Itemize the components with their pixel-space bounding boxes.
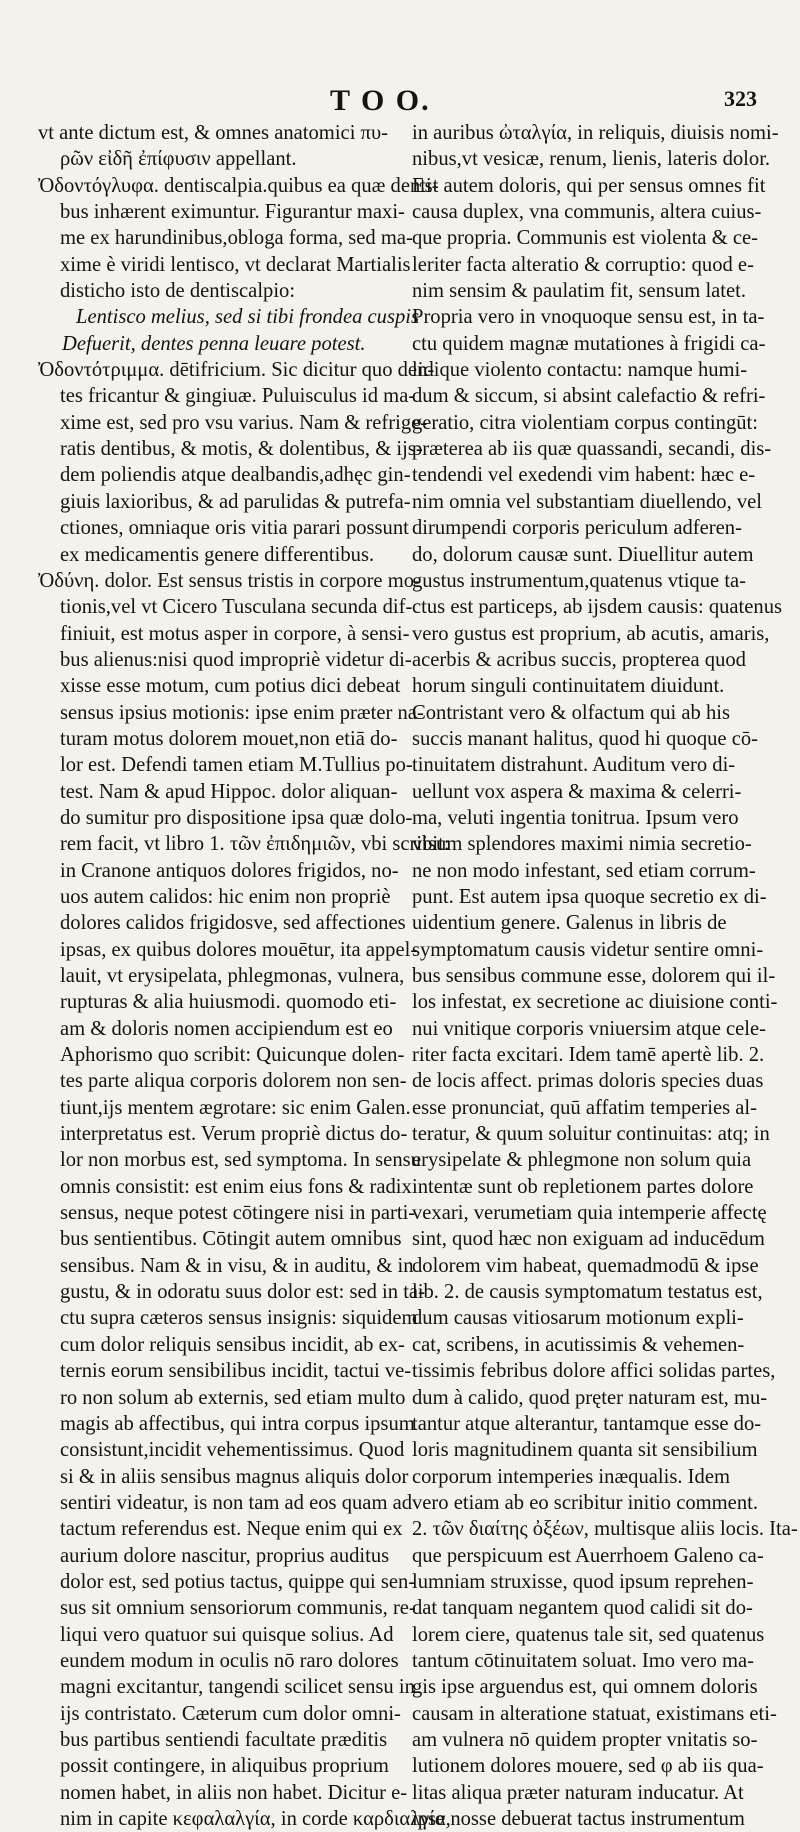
text-line: do sumitur pro dispositione ipsa quæ dolo- xyxy=(60,806,413,829)
text-line: tes fricantur & gingiuæ. Puluisculus id ma- xyxy=(60,385,416,408)
text-line: Contristant vero & olfactum qui ab his xyxy=(412,701,731,724)
text-line: teratur, & quum soluitur continuitas: atq; in xyxy=(412,1123,770,1146)
text-line: causam in alteratione statuat, existimans eti- xyxy=(412,1702,777,1725)
text-line: lidique violento contactu: namque humi- xyxy=(412,359,748,382)
text-line: dem poliendis atque dealbandis,adhęc gin- xyxy=(60,464,411,487)
text-line: lutionem dolores mouere, sed φ ab iis qua- xyxy=(412,1755,764,1778)
text-line: in Cranone antiquos dolores frigidos, no- xyxy=(60,859,399,882)
text-line: ipsas, ex quibus dolores mouētur, ita appel- xyxy=(60,938,418,961)
text-line: visum splendores maximi nimia secretio- xyxy=(412,833,752,856)
text-line: ro non solum ab externis, sed etiam multo xyxy=(60,1386,406,1409)
page-header xyxy=(0,84,800,118)
text-line: ctu supra cæteros sensus insignis: siquidem xyxy=(60,1307,418,1330)
text-line: ma, veluti ingentia tonitrua. Ipsum vero xyxy=(412,806,739,829)
text-line: intentæ sunt ob repletionem partes dolore xyxy=(412,1175,754,1198)
text-line: uidentium genere. Galenus in libris de xyxy=(412,912,727,935)
text-line: dolor est, sed potius tactus, quippe qui sen- xyxy=(60,1570,416,1593)
text-line: nim sensim & paulatim fit, sensum latet. xyxy=(412,280,747,303)
text-line: interpretatus est. Verum propriè dictus do- xyxy=(60,1123,408,1146)
text-line: rupturas & alia huiusmodi. quomodo eti- xyxy=(60,991,397,1014)
text-line: vero gustus est proprium, ab acutis, amaris, xyxy=(412,622,770,645)
text-line: disticho isto de dentiscalpio: xyxy=(60,280,296,303)
text-line: los infestat, ex secretione ac diuisione conti- xyxy=(412,991,778,1014)
text-line: punt. Est autem ipsa quoque secretio ex di- xyxy=(412,885,767,908)
text-line: ijs contristato. Cæterum cum dolor omni- xyxy=(60,1702,401,1725)
text-line: liqui vero quatuor sui quisque solius. Ad xyxy=(60,1623,394,1646)
text-line: horum singuli continuitatem diuidunt. xyxy=(412,675,725,698)
text-line: nim in capite κεφαλαλγία, in corde καρδιαλγία, xyxy=(60,1808,451,1830)
text-line: xime è viridi lentisco, vt declarat Martialis xyxy=(60,253,411,276)
text-line: giuis laxioribus, & ad parulidas & putrefa- xyxy=(60,490,411,513)
text-line: si & in aliis sensibus magnus aliquis dolor xyxy=(60,1465,409,1488)
text-line: que propria. Communis est violenta & ce- xyxy=(412,227,759,250)
text-line: dum causas vitiosarum motionum expli- xyxy=(412,1307,744,1330)
text-line: ctus est particeps, ab ijsdem causis: quatenus xyxy=(412,596,783,619)
text-line: dum à calido, quod pręter naturam est, mu- xyxy=(412,1386,768,1409)
text-line: 2. τῶν διαίτης ὀξέων, multisque aliis locis. Ita- xyxy=(412,1518,798,1541)
text-line: magis ab affectibus, qui intra corpus ipsum xyxy=(60,1412,415,1435)
text-line: possit contingere, in aliquibus proprium xyxy=(60,1755,389,1778)
text-line: nomen habet, in aliis non habet. Dicitur e- xyxy=(60,1781,408,1804)
text-line: riter facta excitari. Idem tamē apertè lib. 2. xyxy=(412,1044,765,1067)
page-number: 323 xyxy=(724,86,757,111)
text-line: nui vnitique corporis vniuersim atque cele- xyxy=(412,1017,766,1040)
text-line: tantur atque alterantur, tantamque esse do- xyxy=(412,1412,762,1435)
text-line: bus alienus:nisi quod impropriè videtur di- xyxy=(60,648,412,671)
text-line: Aphorismo quo scribit: Quicunque dolen- xyxy=(60,1044,405,1067)
text-line: sensibus. Nam & in visu, & in auditu, & in xyxy=(60,1254,414,1277)
text-line: dolorem vim habeat, quemadmodū & ipse xyxy=(412,1254,759,1277)
text-line: loris magnitudinem quanta sit sensibilium xyxy=(412,1439,758,1462)
text-line: nim omnia vel substantiam diuellendo, vel xyxy=(412,490,763,513)
text-line: dat tanquam negantem quod calidi sit do- xyxy=(412,1597,753,1620)
text-line: lor est. Defendi tamen etiam M.Tullius po- xyxy=(60,754,413,777)
text-line: consistunt,incidit vehementissimus. Quod xyxy=(60,1439,405,1462)
text-line: xisse esse motum, cum potius dici debeat xyxy=(60,675,401,698)
text-line: ρῶν εἰδῆ ἐπίφυσιν appellant. xyxy=(60,148,297,171)
text-line: lib. 2. de causis symptomatum testatus est, xyxy=(412,1281,763,1304)
text-line: acerbis & acribus succis, propterea quod xyxy=(412,648,746,671)
text-line: gis ipse arguendus est, qui omnem doloris xyxy=(412,1676,758,1699)
text-line: Defuerit, dentes penna leuare potest. xyxy=(62,332,366,355)
text-line: ctiones, omniaque oris vitia parari possunt xyxy=(60,517,409,540)
text-line: tactum referendus est. Neque enim qui ex xyxy=(60,1518,403,1541)
text-line: bus partibus sentiendi facultate præditis xyxy=(60,1728,388,1751)
text-line: ratis dentibus, & motis, & dolentibus, & ijs- xyxy=(60,438,423,461)
text-line: cat, scribens, in acutissimis & vehemen- xyxy=(412,1333,745,1356)
text-line: leriter facta alteratio & corruptio: quod e- xyxy=(412,253,754,276)
text-line: sentiri videatur, is non tam ad eos quam ad xyxy=(60,1491,413,1514)
text-line: sensus ipsius motionis: ipse enim præter na- xyxy=(60,701,424,724)
text-line: Lentisco melius, sed si tibi frondea cuspis xyxy=(76,306,420,329)
text-line: am & doloris nomen accipiendum est eo xyxy=(60,1017,393,1040)
text-line: tiunt,ijs mentem ægrotare: sic enim Galen. xyxy=(60,1096,411,1119)
text-line: finiuit, est motus asper in corpore, à sensi- xyxy=(60,622,410,645)
text-line: Propria vero in vnoquoque sensu est, in ta- xyxy=(412,306,765,329)
text-line: geratio, citra violentiam corpus contingūt: xyxy=(412,411,758,434)
text-line: tantum cōtinuitatem soluat. Imo vero ma- xyxy=(412,1649,754,1672)
text-line: sus sit omnium sensoriorum communis, re- xyxy=(60,1597,416,1620)
text-line: vero etiam ab eo scribitur initio comment. xyxy=(412,1491,758,1514)
text-line: Ὀδύνη. dolor. Est sensus tristis in corpore mo- xyxy=(38,569,421,592)
text-line: vexari, verumetiam quia intemperie affectę xyxy=(412,1202,767,1225)
text-line: ne non modo infestant, sed etiam corrum- xyxy=(412,859,756,882)
text-line: tissimis febribus dolore affici solidas partes, xyxy=(412,1360,776,1383)
text-line: cum dolor reliquis sensibus incidit, ab ex- xyxy=(60,1333,405,1356)
text-line: eundem modum in oculis nō raro dolores xyxy=(60,1649,399,1672)
left-text-column xyxy=(38,120,451,1832)
text-line: tinuitatem distrahunt. Auditum vero di- xyxy=(412,754,736,777)
text-line: esse pronunciat, quū affatim temperies al- xyxy=(412,1096,758,1119)
text-line: ex medicamentis genere differentibus. xyxy=(60,543,375,566)
text-line: succis manant halitus, quod hi quoque cō- xyxy=(412,727,759,750)
text-line: lorem ciere, quatenus tale sit, sed quatenus xyxy=(412,1623,765,1646)
text-line: symptomatum causis videtur sentire omni- xyxy=(412,938,764,961)
text-line: uellunt vox aspera & maxima & celerri- xyxy=(412,780,742,803)
text-line: sensus, neque potest cōtingere nisi in parti- xyxy=(60,1202,416,1225)
text-line: Ὀδοντότριμμα. dētifricium. Sic dicitur quo den- xyxy=(38,359,435,382)
text-line: in auribus ὠταλγία, in reliquis, diuisis nomi- xyxy=(412,122,779,144)
text-line: ternis eorum sensibilibus incidit, tactui ve- xyxy=(60,1360,412,1383)
text-line: magni excitantur, tangendi scilicet sensu in xyxy=(60,1676,415,1699)
text-line: omnis consistit: est enim eius fons & radix xyxy=(60,1175,412,1198)
text-line: rem facit, vt libro 1. τῶν ἐπιδημιῶν, vbi scribit: xyxy=(60,833,450,856)
text-line: test. Nam & apud Hippoc. dolor aliquan- xyxy=(60,780,398,803)
text-line: tionis,vel vt Cicero Tusculana secunda dif- xyxy=(60,596,413,619)
text-line: tes parte aliqua corporis dolorem non sen- xyxy=(60,1070,407,1093)
text-line: gustu, & in odoratu suus dolor est: sed in ta- xyxy=(60,1281,425,1304)
text-line: lauit, vt erysipelata, phlegmonas, vulnera, xyxy=(60,965,405,987)
text-line: lumniam struxisse, quod ipsum reprehen- xyxy=(412,1570,754,1593)
text-line: ctu quidem magnæ mutationes à frigidi ca- xyxy=(412,332,766,355)
text-line: corporum intemperies inæqualis. Idem xyxy=(412,1465,730,1488)
text-line: dirumpendi corporis periculum adferen- xyxy=(412,517,742,540)
text-line: lor non morbus est, sed symptoma. In sensu xyxy=(60,1149,421,1172)
text-line: do, dolorum causæ sunt. Diuellitur autem xyxy=(412,543,754,566)
text-line: dolores calidos frigidosve, sed affectiones xyxy=(60,912,406,935)
text-line: nibus,vt vesicæ, renum, lienis, lateris dolor. xyxy=(412,148,771,171)
text-line: de locis affect. primas doloris species duas xyxy=(412,1070,764,1093)
text-line: Ὀδοντόγλυφα. dentiscalpia.quibus ea quæ denti- xyxy=(38,174,439,197)
text-line: xime est, sed pro vsu varius. Nam & refrige- xyxy=(60,411,428,434)
text-line: litas aliqua præter naturam inducatur. At xyxy=(412,1781,744,1804)
text-line: dum & siccum, si absint calefactio & refri- xyxy=(412,385,766,408)
text-line: præterea ab iis quæ quassandi, secandi, dis- xyxy=(412,438,772,461)
running-title: T O O. xyxy=(330,84,431,117)
text-line: erysipelate & phlegmone non solum quia xyxy=(412,1149,752,1172)
text-line: tendendi vel exedendi vim habent: hæc e- xyxy=(412,464,756,487)
text-line: me ex harundinibus,obloga forma, sed ma- xyxy=(60,227,413,250)
text-line: am vulnera nō quidem propter vnitatis so- xyxy=(412,1728,758,1751)
text-line: que perspicuum est Auerrhoem Galeno ca- xyxy=(412,1544,764,1567)
text-line: bus inhærent eximuntur. Figurantur maxi- xyxy=(60,201,405,224)
text-line: gustus instrumentum,quatenus vtique ta- xyxy=(412,569,747,592)
text-line: bus sensibus commune esse, dolorem qui il- xyxy=(412,965,776,987)
text-line: ipse nosse debuerat tactus instrumentum xyxy=(412,1808,745,1830)
text-line: Est autem doloris, qui per sensus omnes fit xyxy=(412,174,766,197)
text-line: bus sentientibus. Cōtingit autem omnibus xyxy=(60,1228,402,1251)
text-line: vt ante dictum est, & omnes anatomici πυ- xyxy=(38,122,389,144)
text-line: turam motus dolorem mouet,non etiā do- xyxy=(60,727,398,750)
right-text-column xyxy=(412,120,798,1832)
text-line: sint, quod hæc non exiguam ad inducēdum xyxy=(412,1228,765,1251)
text-line: uos autem calidos: hic enim non propriè xyxy=(60,885,391,908)
text-line: causa duplex, vna communis, altera cuius- xyxy=(412,201,762,224)
text-line: aurium dolore nascitur, proprius auditus xyxy=(60,1544,390,1567)
